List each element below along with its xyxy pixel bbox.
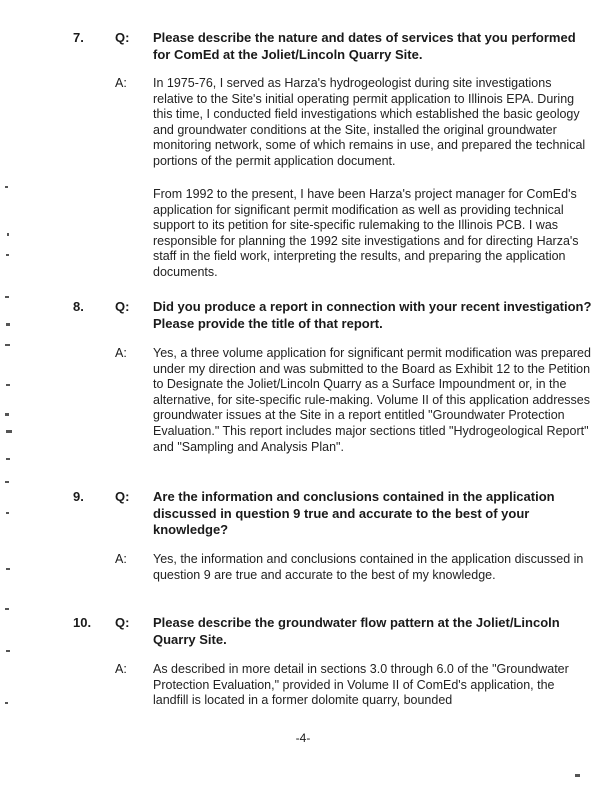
answer-paragraph: Yes, a three volume application for significant permit modification was prepared under my direction and was submitted to the Board as Exhibit 12 to the Petition to Designate the Joliet/Lincoln Quarry as a Surface Impoundment or, in the alternative, for site-specific rule-making. Volume II of this application addresses groundwater issues at the Site in a report entitled "Groundwater Protection Evaluation." This report includes major sections titled "Hydrogeological Report" and "Sampling and Analysis Plan". (153, 346, 591, 454)
item-number: 10. (73, 615, 92, 630)
item-number: 9. (73, 489, 84, 504)
item-number: 7. (73, 30, 84, 45)
question-label: Q: (115, 489, 130, 504)
question-text: Please describe the nature and dates of services that you performed for ComEd at the Joliet/Lincoln Quarry Site. (153, 30, 576, 62)
question-text: Did you produce a report in connection with your recent investigation? Please provide the title of that report. (153, 299, 592, 331)
question-text: Please describe the groundwater flow pattern at the Joliet/Lincoln Quarry Site. (153, 615, 560, 647)
question-text: Are the information and conclusions contained in the application discussed in question 9 true and accurate to the best of your knowledge? (153, 489, 555, 537)
answer-paragraph: As described in more detail in sections 3.0 through 6.0 of the "Groundwater Protection Evaluation," provided in Volume II of ComEd's application, the landfill is located in a former dolomite quarry, bounded (153, 662, 569, 708)
answer-paragraph: From 1992 to the present, I have been Harza's project manager for ComEd's application for significant permit modification as well as providing technical support to its petition for site-specific rulemaking to the Illinois PCB. I was responsible for planning the 1992 site investigations and for directing Harza's staff in the field work, interpreting the results, and preparing the application documents. (153, 187, 579, 279)
question-label: Q: (115, 299, 130, 314)
page-number: -4- (295, 731, 311, 745)
question-label: Q: (115, 615, 130, 630)
answer-label: A: (115, 346, 127, 360)
question-label: Q: (115, 30, 130, 45)
item-number: 8. (73, 299, 84, 314)
answer-paragraph: Yes, the information and conclusions contained in the application discussed in question 9 are true and accurate to the best of my knowledge. (153, 552, 584, 582)
answer-paragraph: In 1975-76, I served as Harza's hydrogeologist during site investigations relative to the Site's initial operating permit application to Illinois EPA. During this time, I conducted field investigations which established the basic geology and groundwater conditions at the Site, installed the original groundwater monitoring network, some of which remains in use, and prepared the technical portions of the permit application document. (153, 76, 586, 168)
answer-label: A: (115, 76, 127, 90)
answer-label: A: (115, 552, 127, 566)
answer-label: A: (115, 662, 127, 676)
